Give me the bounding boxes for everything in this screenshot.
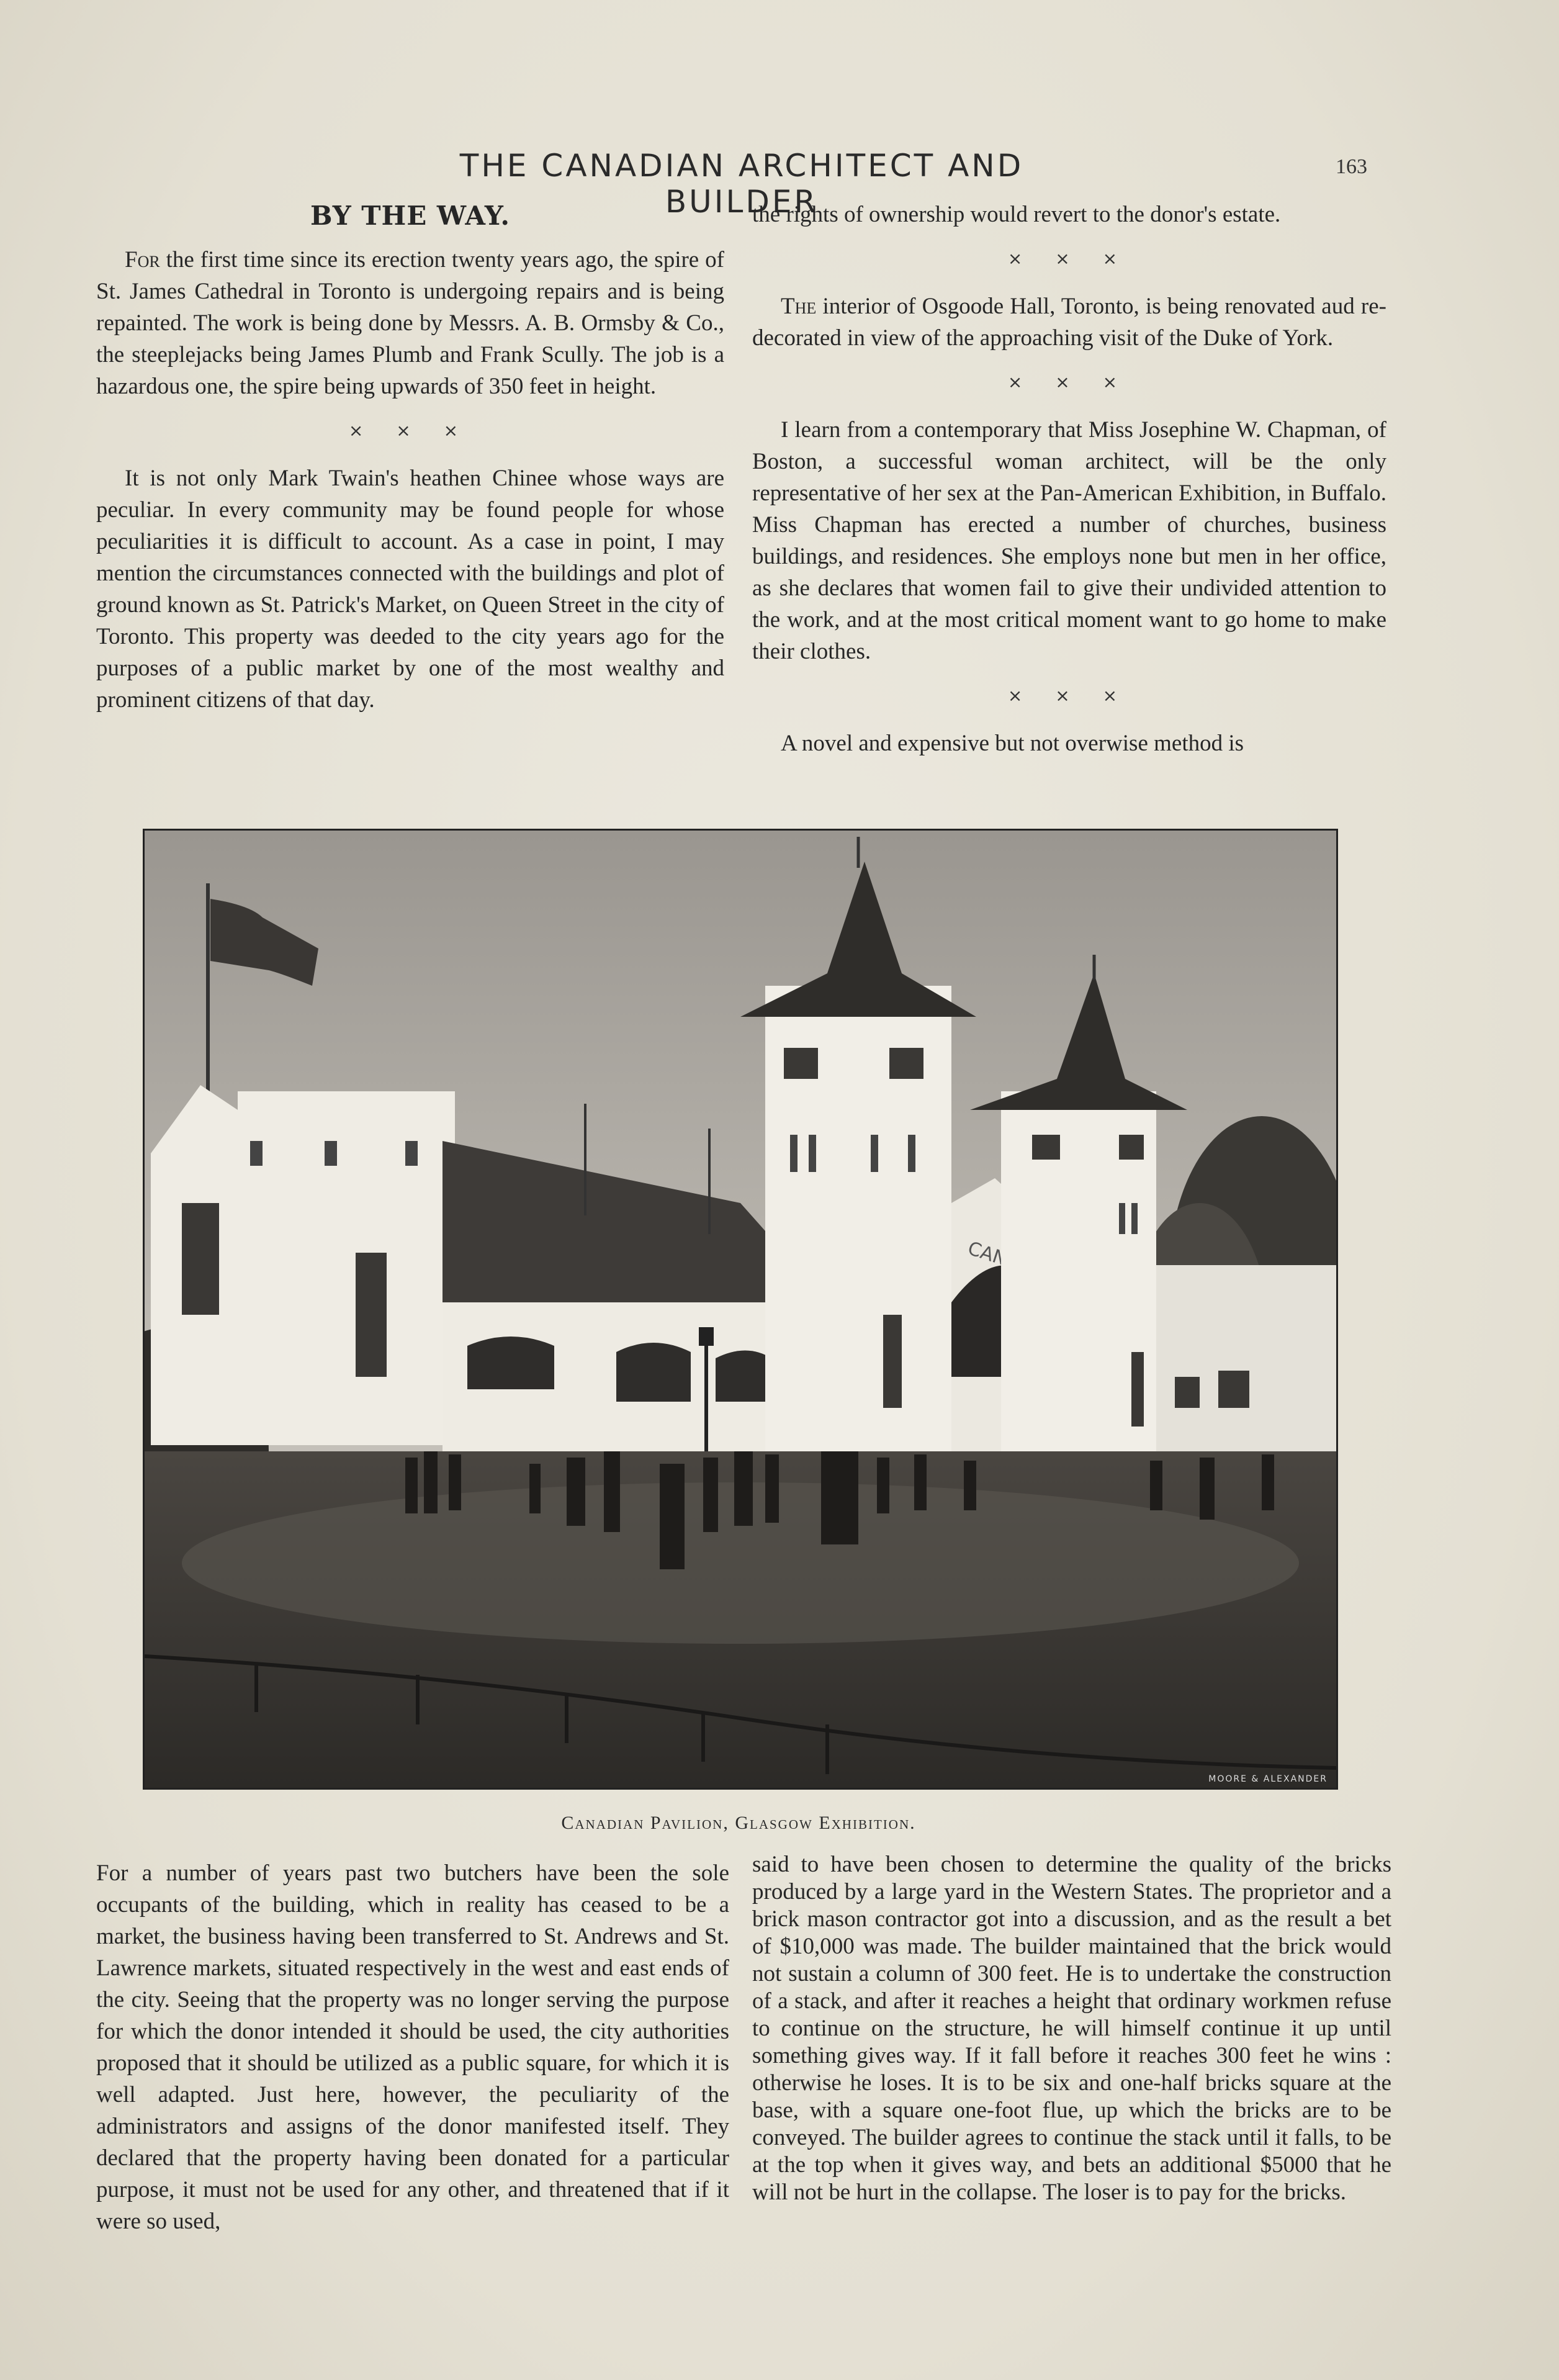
paragraph-spire xyxy=(96,244,724,402)
section-title: BY THE WAY. xyxy=(310,201,511,231)
column-top-right xyxy=(752,199,1386,759)
paragraph-continuation: the rights of ownership would revert to the donor's estate. xyxy=(752,202,1281,227)
paragraph-lead: The xyxy=(781,294,817,319)
paragraph-text: interior of Osgoode Hall, Toronto, is being renovated aud re-decorated in view of the approaching visit of the Duke of York. xyxy=(752,294,1386,351)
column-bottom-right xyxy=(752,1851,1391,2206)
page-number: 163 xyxy=(1336,155,1367,178)
paragraph-lead: For xyxy=(125,247,160,273)
section-separator: × × × xyxy=(1007,372,1131,392)
paragraph-osgoode xyxy=(752,291,1386,354)
photo-caption: Canadian Pavilion, Glasgow Exhibition. xyxy=(561,1813,916,1833)
section-separator: × × × xyxy=(1007,248,1131,269)
running-head: THE CANADIAN ARCHITECT AND BUILDER xyxy=(459,148,1024,220)
photo-credit: MOORE & ALEXANDER xyxy=(1208,1774,1328,1784)
column-bottom-left xyxy=(96,1857,729,2237)
paragraph-chapman: I learn from a contemporary that Miss Josephine W. Chapman, of Boston, a successful woman architect, will be the only representative of her sex at the Pan-American Exhibition, in Buffalo. Miss Chapman has erected a number of churches, business buildings, and residences. She employs none but men in her office, as she declares that women fail to give their undivided attention to the work, and at the most critical moment want to go home to make their clothes. xyxy=(752,417,1386,664)
paragraph-butchers: For a number of years past two butchers have been the sole occupants of the building, which in reality has ceased to be a market, the business having been transferred to St. Andrews and St. Lawrence markets, situated respectively in the west and east ends of the city. Seeing that the property was no longer serving the purpose for which the donor intended it should be used, the city authorities proposed that it should be utilized as a public square, for which it is well adapted. Just here, however, the peculiarity of the administrators and assigns of the donor manifested itself. They declared that the property having been donated for a particular purpose, it must not be used for any other, and threatened that if it were so used, xyxy=(96,1860,729,2234)
section-separator: × × × xyxy=(348,420,472,441)
paragraph-text: the first time since its erection twenty years ago, the spire of St. James Cathedral in Toronto is undergoing repairs and is being repainted. The work is being done by Messrs. A. B. Ormsby & Co., the steeplejacks being James Plumb and Frank Scully. The job is a hazardous one, the spire being upwards of 350 feet in height. xyxy=(96,247,724,399)
pavilion-illustration xyxy=(145,831,1336,1788)
paragraph-brick-method: A novel and expensive but not overwise method is xyxy=(781,731,1244,756)
pavilion-photograph xyxy=(143,829,1338,1790)
section-separator: × × × xyxy=(1007,685,1131,706)
column-top-left xyxy=(96,200,724,716)
paragraph-brick-bet: said to have been chosen to determine the quality of the bricks produced by a large yard in the Western States. The proprietor and a brick mason contractor got into a discussion, and as the result a bet of $10,000 was made. The builder maintained that the brick would not sustain a column of 300 feet. He is to undertake the construction of a stack, and after it reaches a height that ordinary workmen refuse to continue on the structure, he will himself continue it up until something gives way. If it fall before it reaches 300 feet he wins : otherwise he loses. It is to be six and one-half bricks square at the base, with a square one-foot flue, up which the bricks are to be conveyed. The builder agrees to continue the stack until it falls, to be at the top when it gives way, and bets an additional $5000 that he will not be hurt in the collapse. The loser is to pay for the bricks. xyxy=(752,1852,1391,2205)
paragraph-market: It is not only Mark Twain's heathen Chinee whose ways are peculiar. In every community may be found people for whose peculiarities it is difficult to account. As a case in point, I may mention the circumstances connected with the buildings and plot of ground known as St. Patrick's Market, on Queen Street in the city of Toronto. This property was deeded to the city years ago for the purposes of a public market by one of the most wealthy and prominent citizens of that day. xyxy=(96,466,724,713)
